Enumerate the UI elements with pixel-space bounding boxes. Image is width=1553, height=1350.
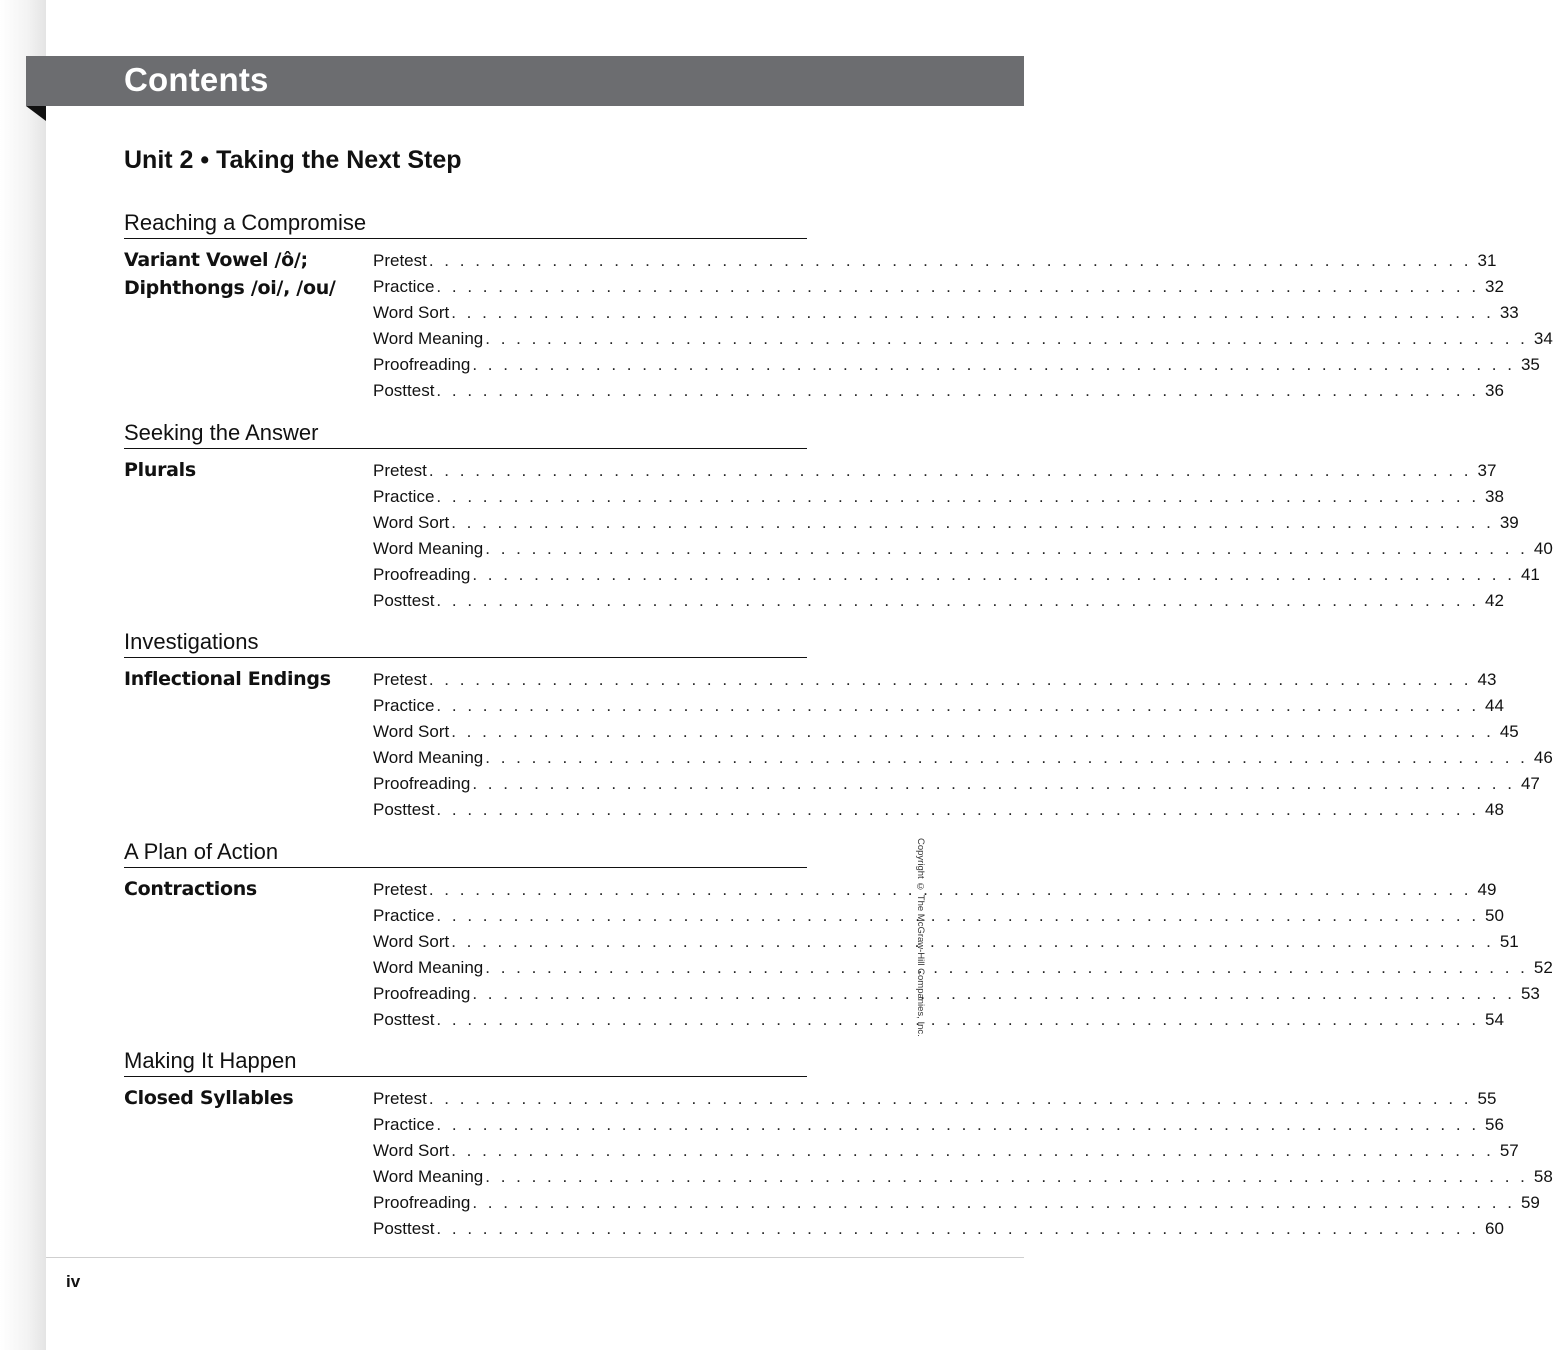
dot-leader: . . . . . . . . . . . . . . . . . . . . . . . . . . . . . . . . . . . . . . . . . . . . . . . . . . . . . . . . . . . . . . . . . . . . bbox=[472, 983, 1515, 1003]
toc-entry-page: 49 bbox=[1477, 879, 1497, 899]
skill-heading bbox=[124, 875, 364, 903]
toc-entry-label: Practice bbox=[373, 486, 435, 506]
toc-entry-page: 53 bbox=[1520, 983, 1540, 1003]
toc-entry-page: 59 bbox=[1520, 1193, 1540, 1212]
dot-leader: . . . . . . . . . . . . . . . . . . . . . . . . . . . . . . . . . . . . . . . . . . . . . . . . . . . . . . . . . . . . . . . . . . . . bbox=[428, 879, 1472, 899]
toc-entry-label: Pretest bbox=[373, 1089, 427, 1108]
skill-heading bbox=[124, 246, 364, 302]
toc-entry bbox=[373, 1164, 1553, 1190]
toc-entry-page: 56 bbox=[1485, 1115, 1504, 1134]
toc-entry bbox=[373, 352, 1540, 378]
dot-leader: . . . . . . . . . . . . . . . . . . . . . . . . . . . . . . . . . . . . . . . . . . . . . . . . . . . . . . . . . . . . . . . . . . . . bbox=[472, 774, 1515, 793]
dot-leader: . . . . . . . . . . . . . . . . . . . . . . . . . . . . . . . . . . . . . . . . . . . . . . . . . . . . . . . . . . . . . . . . . . . . bbox=[451, 722, 1494, 741]
toc-entry-label: Practice bbox=[373, 696, 435, 715]
toc-entry-page: 47 bbox=[1520, 774, 1540, 793]
toc-entry bbox=[373, 378, 1504, 404]
dot-leader: . . . . . . . . . . . . . . . . . . . . . . . . . . . . . . . . . . . . . . . . . . . . . . . . . . . . . . . . . . . . . . . . . . . . bbox=[472, 1193, 1515, 1212]
toc-entry-label: Pretest bbox=[373, 251, 427, 270]
skill-heading-line: Contractions bbox=[124, 877, 257, 900]
toc-entry bbox=[373, 667, 1497, 693]
toc-entry-page: 60 bbox=[1485, 1219, 1504, 1238]
toc-entry bbox=[373, 326, 1553, 352]
toc-entries bbox=[373, 248, 1553, 404]
dot-leader: . . . . . . . . . . . . . . . . . . . . . . . . . . . . . . . . . . . . . . . . . . . . . . . . . . . . . . . . . . . . . . . . . . . . bbox=[436, 1009, 1480, 1029]
toc-entry-page: 41 bbox=[1520, 564, 1540, 584]
toc-entry bbox=[373, 274, 1504, 300]
toc-entry bbox=[373, 510, 1519, 536]
dot-leader: . . . . . . . . . . . . . . . . . . . . . . . . . . . . . . . . . . . . . . . . . . . . . . . . . . . . . . . . . . . . . . . . . . . . bbox=[485, 1167, 1528, 1186]
toc-entry bbox=[373, 719, 1519, 745]
toc-entry bbox=[373, 745, 1553, 771]
page-number: iv bbox=[66, 1272, 81, 1291]
section-title: Reaching a Compromise bbox=[124, 209, 807, 239]
dot-leader: . . . . . . . . . . . . . . . . . . . . . . . . . . . . . . . . . . . . . . . . . . . . . . . . . . . . . . . . . . . . . . . . . . . . bbox=[472, 564, 1515, 584]
toc-entry-page: 46 bbox=[1533, 748, 1553, 767]
toc-entry bbox=[373, 458, 1497, 484]
skill-heading-line: Closed Syllables bbox=[124, 1087, 294, 1109]
dot-leader: . . . . . . . . . . . . . . . . . . . . . . . . . . . . . . . . . . . . . . . . . . . . . . . . . . . . . . . . . . . . . . . . . . . . bbox=[428, 460, 1472, 480]
toc-entry-page: 37 bbox=[1477, 460, 1497, 480]
toc-entry-label: Word Sort bbox=[373, 722, 450, 741]
skill-heading bbox=[124, 456, 364, 484]
toc-entry-page: 39 bbox=[1499, 512, 1519, 532]
toc-entry-label: Proofreading bbox=[373, 1193, 471, 1212]
toc-entry bbox=[373, 981, 1540, 1007]
toc-entry-label: Word Meaning bbox=[373, 1167, 484, 1186]
toc-entry-label: Word Sort bbox=[373, 512, 450, 532]
dot-leader: . . . . . . . . . . . . . . . . . . . . . . . . . . . . . . . . . . . . . . . . . . . . . . . . . . . . . . . . . . . . . . . . . . . . bbox=[451, 931, 1494, 951]
dot-leader: . . . . . . . . . . . . . . . . . . . . . . . . . . . . . . . . . . . . . . . . . . . . . . . . . . . . . . . . . . . . . . . . . . . . bbox=[472, 355, 1515, 374]
dot-leader: . . . . . . . . . . . . . . . . . . . . . . . . . . . . . . . . . . . . . . . . . . . . . . . . . . . . . . . . . . . . . . . . . . . . bbox=[436, 381, 1480, 400]
dot-leader: . . . . . . . . . . . . . . . . . . . . . . . . . . . . . . . . . . . . . . . . . . . . . . . . . . . . . . . . . . . . . . . . . . . . bbox=[436, 1219, 1480, 1238]
skill-heading-line: Diphthongs /oi/, /ou/ bbox=[124, 277, 336, 299]
toc-entry bbox=[373, 1190, 1540, 1216]
section-title: Seeking the Answer bbox=[124, 419, 807, 449]
toc-entry-page: 36 bbox=[1485, 381, 1504, 400]
dot-leader: . . . . . . . . . . . . . . . . . . . . . . . . . . . . . . . . . . . . . . . . . . . . . . . . . . . . . . . . . . . . . . . . . . . . bbox=[436, 590, 1480, 610]
toc-entry bbox=[373, 877, 1497, 903]
toc-entry-page: 40 bbox=[1533, 538, 1553, 558]
toc-entry-page: 58 bbox=[1533, 1167, 1553, 1186]
toc-entry bbox=[373, 1216, 1504, 1242]
dot-leader: . . . . . . . . . . . . . . . . . . . . . . . . . . . . . . . . . . . . . . . . . . . . . . . . . . . . . . . . . . . . . . . . . . . . bbox=[451, 1141, 1494, 1160]
toc-entry-label: Posttest bbox=[373, 800, 435, 819]
toc-entry bbox=[373, 929, 1519, 955]
toc-entry-page: 52 bbox=[1533, 957, 1553, 977]
toc-entry-label: Posttest bbox=[373, 1009, 435, 1029]
dot-leader: . . . . . . . . . . . . . . . . . . . . . . . . . . . . . . . . . . . . . . . . . . . . . . . . . . . . . . . . . . . . . . . . . . . . bbox=[436, 696, 1480, 715]
dot-leader: . . . . . . . . . . . . . . . . . . . . . . . . . . . . . . . . . . . . . . . . . . . . . . . . . . . . . . . . . . . . . . . . . . . . bbox=[485, 329, 1528, 348]
dot-leader: . . . . . . . . . . . . . . . . . . . . . . . . . . . . . . . . . . . . . . . . . . . . . . . . . . . . . . . . . . . . . . . . . . . . bbox=[436, 486, 1480, 506]
toc-entry bbox=[373, 1138, 1519, 1164]
toc-entry bbox=[373, 771, 1540, 797]
skill-heading-line: Variant Vowel /ô/; bbox=[124, 249, 308, 271]
toc-entry bbox=[373, 536, 1553, 562]
unit-title: Unit 2 • Taking the Next Step bbox=[124, 146, 462, 174]
toc-entry bbox=[373, 903, 1504, 929]
toc-entry-page: 57 bbox=[1499, 1141, 1519, 1160]
toc-section bbox=[124, 209, 1553, 419]
toc-entry-label: Word Sort bbox=[373, 1141, 450, 1160]
toc-entry-page: 55 bbox=[1477, 1089, 1497, 1108]
toc-entry-label: Word Sort bbox=[373, 303, 450, 322]
toc-entry-label: Practice bbox=[373, 277, 435, 296]
toc-entry-page: 48 bbox=[1485, 800, 1504, 819]
dot-leader: . . . . . . . . . . . . . . . . . . . . . . . . . . . . . . . . . . . . . . . . . . . . . . . . . . . . . . . . . . . . . . . . . . . . bbox=[428, 670, 1472, 689]
toc-entry bbox=[373, 588, 1504, 614]
section-title: Making It Happen bbox=[124, 1047, 807, 1077]
toc-entry-label: Posttest bbox=[373, 1219, 435, 1238]
toc-entry-label: Practice bbox=[373, 1115, 435, 1134]
toc-entry-label: Pretest bbox=[373, 879, 427, 899]
page-title: Contents bbox=[124, 61, 269, 98]
toc-entries bbox=[373, 667, 1553, 823]
toc-entry-label: Proofreading bbox=[373, 774, 471, 793]
toc-entry-page: 50 bbox=[1485, 905, 1504, 925]
toc-entry bbox=[373, 1007, 1504, 1033]
dot-leader: . . . . . . . . . . . . . . . . . . . . . . . . . . . . . . . . . . . . . . . . . . . . . . . . . . . . . . . . . . . . . . . . . . . . bbox=[451, 303, 1494, 322]
section-title: A Plan of Action bbox=[124, 838, 807, 868]
toc-entry-page: 51 bbox=[1499, 931, 1519, 951]
copyright-notice: Copyright © The McGraw-Hill Companies, Inc. bbox=[915, 838, 926, 1037]
skill-heading bbox=[124, 665, 364, 693]
toc-entry-page: 32 bbox=[1485, 277, 1504, 296]
toc-entry-label: Posttest bbox=[373, 590, 435, 610]
toc-entry-page: 45 bbox=[1499, 722, 1519, 741]
toc-entry-page: 33 bbox=[1499, 303, 1519, 322]
dot-leader: . . . . . . . . . . . . . . . . . . . . . . . . . . . . . . . . . . . . . . . . . . . . . . . . . . . . . . . . . . . . . . . . . . . . bbox=[451, 512, 1494, 532]
toc-entry bbox=[373, 1086, 1497, 1112]
dot-leader: . . . . . . . . . . . . . . . . . . . . . . . . . . . . . . . . . . . . . . . . . . . . . . . . . . . . . . . . . . . . . . . . . . . . bbox=[436, 277, 1480, 296]
book-spine-shadow bbox=[0, 0, 46, 1350]
toc-entry-label: Word Meaning bbox=[373, 748, 484, 767]
toc-entry-page: 34 bbox=[1533, 329, 1553, 348]
toc-entry-page: 44 bbox=[1485, 696, 1504, 715]
toc-entry-page: 38 bbox=[1485, 486, 1504, 506]
toc-entry-page: 54 bbox=[1485, 1009, 1504, 1029]
toc-entry-page: 35 bbox=[1520, 355, 1540, 374]
toc-entry-label: Word Sort bbox=[373, 931, 450, 951]
dot-leader: . . . . . . . . . . . . . . . . . . . . . . . . . . . . . . . . . . . . . . . . . . . . . . . . . . . . . . . . . . . . . . . . . . . . bbox=[428, 251, 1472, 270]
toc-entry-page: 43 bbox=[1477, 670, 1497, 689]
toc-entry bbox=[373, 484, 1504, 510]
toc-entry bbox=[373, 1112, 1504, 1138]
skill-heading-line: Inflectional Endings bbox=[124, 668, 331, 690]
header-corner-tab bbox=[26, 106, 46, 121]
skill-heading bbox=[124, 1084, 364, 1112]
toc-section bbox=[124, 628, 1553, 838]
dot-leader: . . . . . . . . . . . . . . . . . . . . . . . . . . . . . . . . . . . . . . . . . . . . . . . . . . . . . . . . . . . . . . . . . . . . bbox=[436, 1115, 1480, 1134]
toc-section bbox=[124, 1047, 1553, 1257]
toc-entry-label: Pretest bbox=[373, 670, 427, 689]
dot-leader: . . . . . . . . . . . . . . . . . . . . . . . . . . . . . . . . . . . . . . . . . . . . . . . . . . . . . . . . . . . . . . . . . . . . bbox=[485, 538, 1528, 558]
skill-heading-line: Plurals bbox=[124, 458, 196, 481]
toc-entry-label: Word Meaning bbox=[373, 538, 484, 558]
toc-entry-label: Proofreading bbox=[373, 355, 471, 374]
toc-entries bbox=[373, 458, 1553, 614]
toc-section bbox=[124, 419, 1553, 629]
dot-leader: . . . . . . . . . . . . . . . . . . . . . . . . . . . . . . . . . . . . . . . . . . . . . . . . . . . . . . . . . . . . . . . . . . . . bbox=[485, 748, 1528, 767]
toc-entry-label: Word Meaning bbox=[373, 329, 484, 348]
toc-entry bbox=[373, 797, 1504, 823]
dot-leader: . . . . . . . . . . . . . . . . . . . . . . . . . . . . . . . . . . . . . . . . . . . . . . . . . . . . . . . . . . . . . . . . . . . . bbox=[428, 1089, 1472, 1108]
section-title: Investigations bbox=[124, 628, 807, 658]
toc-entry bbox=[373, 693, 1504, 719]
toc-entry-label: Proofreading bbox=[373, 564, 471, 584]
dot-leader: . . . . . . . . . . . . . . . . . . . . . . . . . . . . . . . . . . . . . . . . . . . . . . . . . . . . . . . . . . . . . . . . . . . . bbox=[485, 957, 1528, 977]
toc-entry bbox=[373, 248, 1497, 274]
toc-entry-label: Pretest bbox=[373, 460, 427, 480]
dot-leader: . . . . . . . . . . . . . . . . . . . . . . . . . . . . . . . . . . . . . . . . . . . . . . . . . . . . . . . . . . . . . . . . . . . . bbox=[436, 905, 1480, 925]
toc-entry bbox=[373, 300, 1519, 326]
toc-entry-page: 31 bbox=[1477, 251, 1497, 270]
toc-entry-label: Posttest bbox=[373, 381, 435, 400]
toc-entry-label: Practice bbox=[373, 905, 435, 925]
dot-leader: . . . . . . . . . . . . . . . . . . . . . . . . . . . . . . . . . . . . . . . . . . . . . . . . . . . . . . . . . . . . . . . . . . . . bbox=[436, 800, 1480, 819]
toc-entry bbox=[373, 562, 1540, 588]
toc-entries bbox=[373, 1086, 1553, 1242]
toc-entry-page: 42 bbox=[1485, 590, 1504, 610]
toc-entry bbox=[373, 955, 1553, 981]
toc-entry-label: Word Meaning bbox=[373, 957, 484, 977]
toc-entry-label: Proofreading bbox=[373, 983, 471, 1003]
footer-rule bbox=[46, 1257, 1024, 1258]
